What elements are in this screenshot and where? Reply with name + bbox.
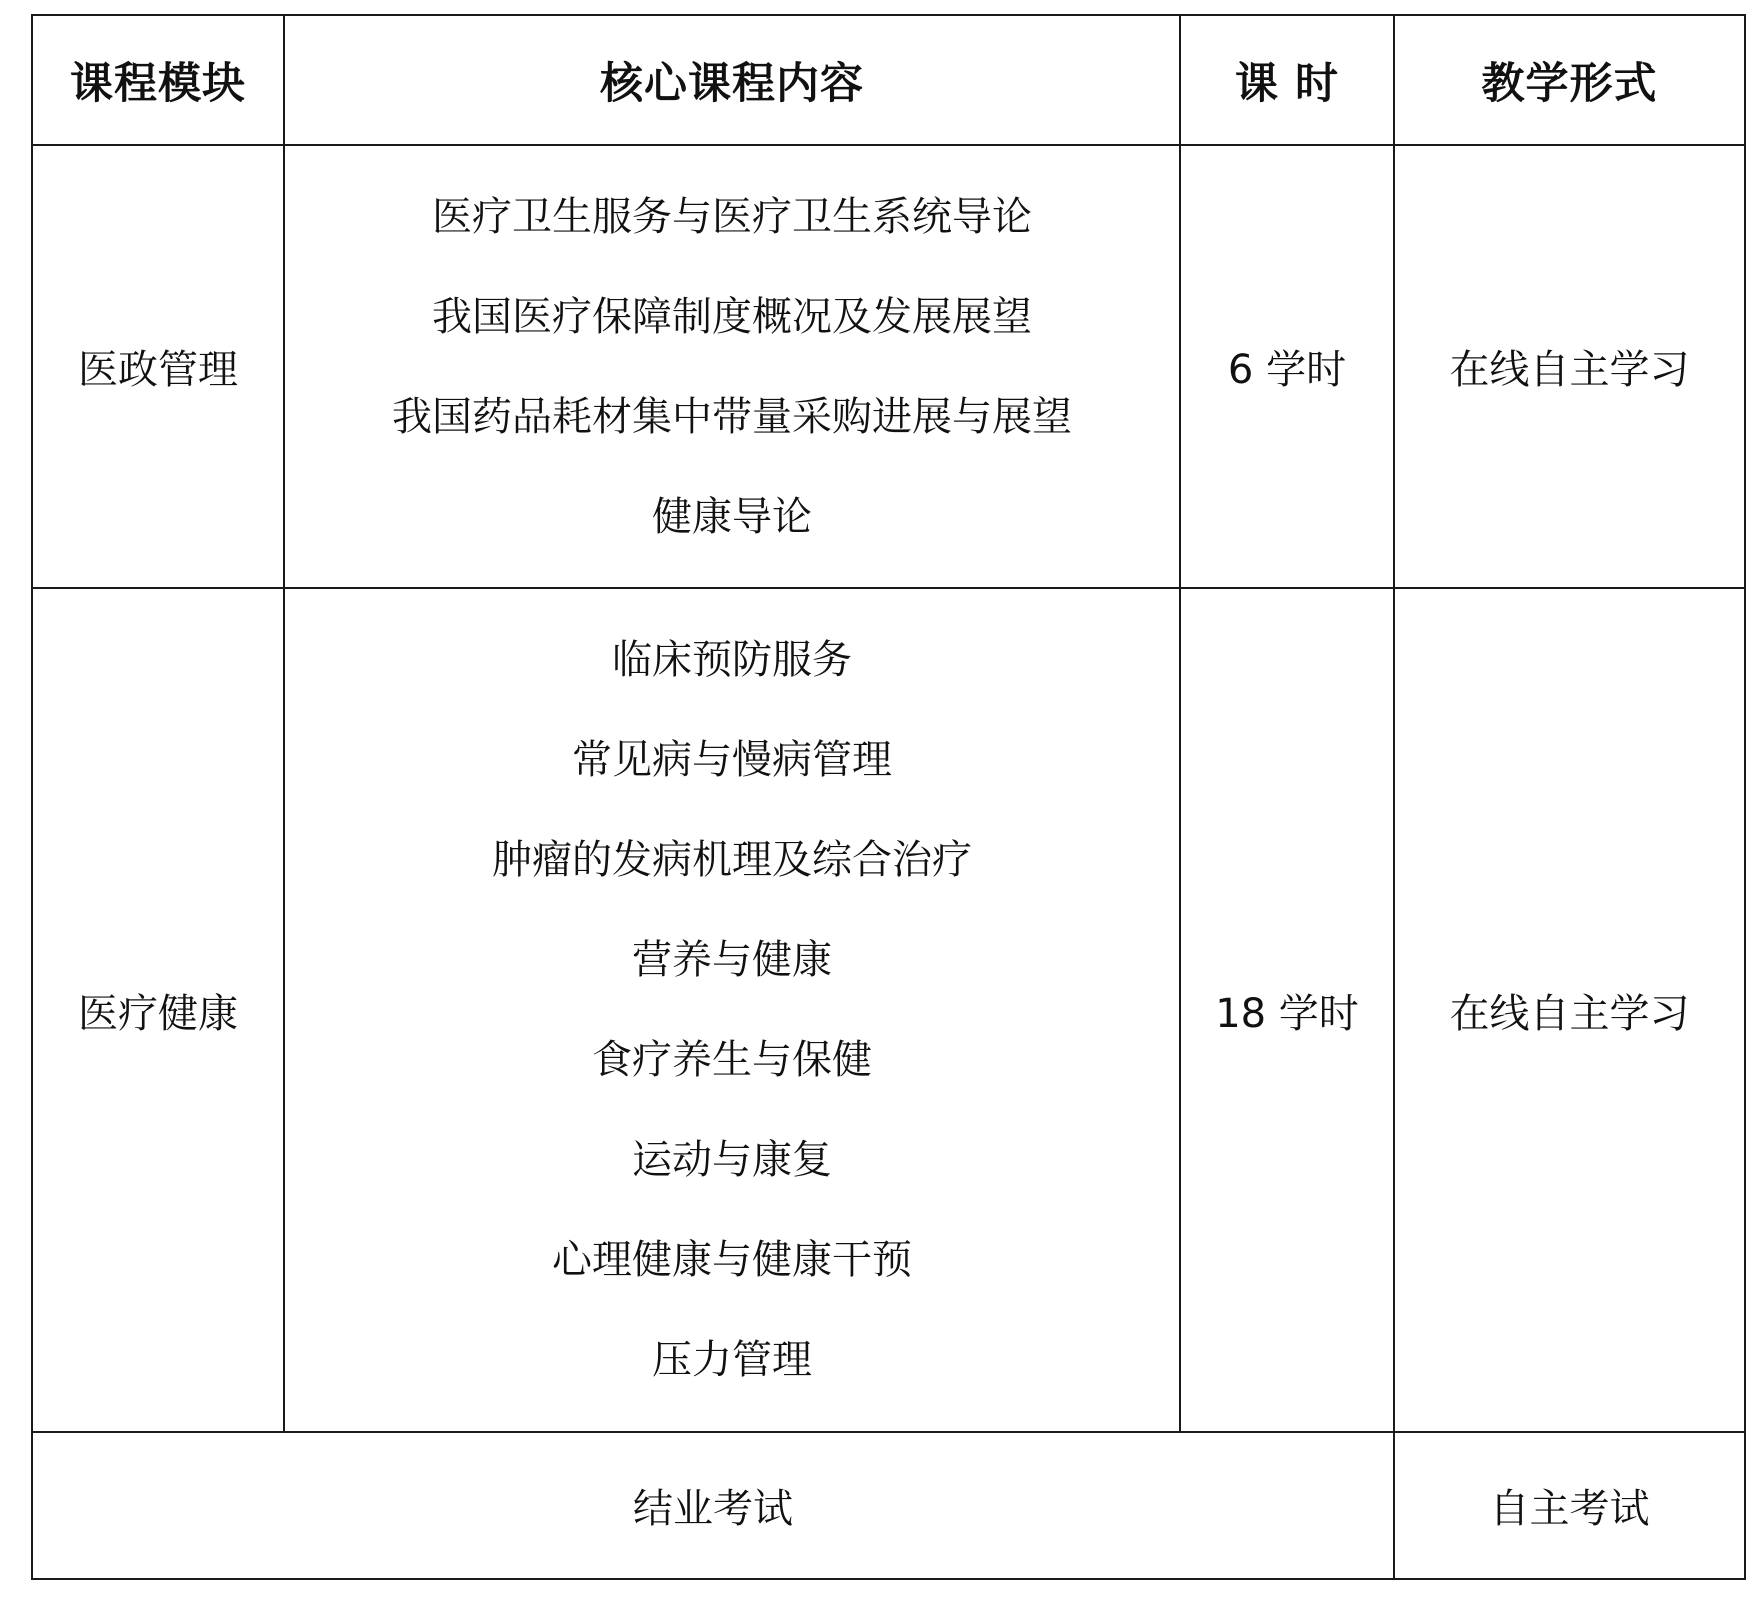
format-cell: 在线自主学习 (1394, 145, 1745, 588)
table-row (32, 145, 1745, 588)
content-cell (284, 588, 1180, 1432)
hours-cell: 18 学时 (1180, 588, 1394, 1432)
topic-item: 医疗卫生服务与医疗卫生系统导论 (432, 193, 1032, 240)
topic-item: 常见病与慢病管理 (572, 737, 892, 783)
topic-item: 临床预防服务 (612, 637, 852, 683)
topic-item: 健康导论 (652, 493, 812, 540)
topic-item: 我国药品耗材集中带量采购进展与展望 (392, 393, 1072, 440)
topic-item: 我国医疗保障制度概况及发展展望 (432, 293, 1032, 340)
table-header-row (32, 15, 1745, 145)
topic-item: 压力管理 (652, 1337, 812, 1383)
content-cell (284, 145, 1180, 588)
table-row (32, 588, 1745, 1432)
final-exam-row (32, 1432, 1745, 1579)
hours-cell: 6 学时 (1180, 145, 1394, 588)
topic-item: 肿瘤的发病机理及综合治疗 (492, 837, 972, 883)
header-hours: 课 时 (1180, 15, 1394, 145)
final-exam-label: 结业考试 (32, 1432, 1394, 1579)
format-cell: 在线自主学习 (1394, 588, 1745, 1432)
final-exam-format: 自主考试 (1394, 1432, 1745, 1579)
topic-item: 运动与康复 (632, 1137, 832, 1183)
header-format: 教学形式 (1394, 15, 1745, 145)
module-cell: 医疗健康 (32, 588, 284, 1432)
topic-item: 营养与健康 (632, 937, 832, 983)
course-schedule-table (31, 14, 1746, 1580)
header-module: 课程模块 (32, 15, 284, 145)
topic-item: 心理健康与健康干预 (552, 1237, 912, 1283)
topic-item: 食疗养生与保健 (592, 1037, 872, 1083)
topic-list (285, 167, 1179, 567)
header-content: 核心课程内容 (284, 15, 1180, 145)
topic-list (285, 610, 1179, 1410)
module-cell: 医政管理 (32, 145, 284, 588)
